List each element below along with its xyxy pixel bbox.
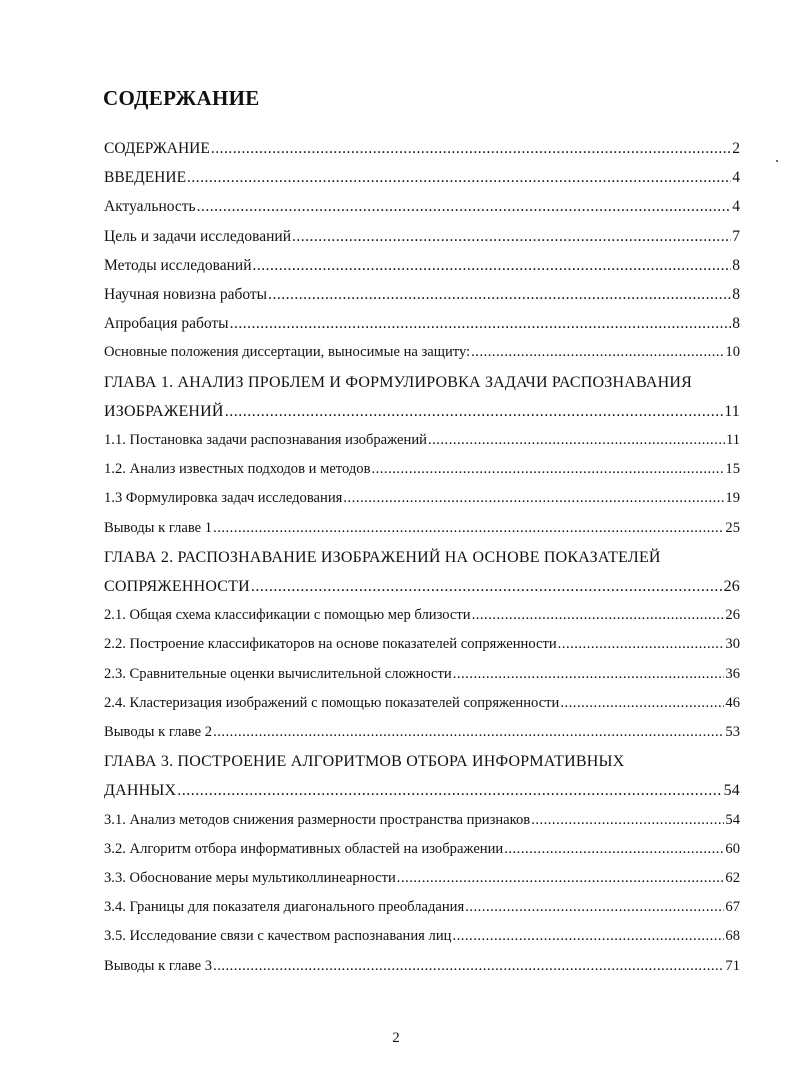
toc-entry-label: 2.4. Кластеризация изображений с помощью показателей сопряженности [104,694,560,711]
toc-entry[interactable] [104,309,740,338]
toc-entry[interactable] [104,952,740,981]
toc-entry[interactable] [104,455,740,484]
toc-entry-page: 71 [725,957,740,974]
dot-leader [197,192,732,221]
dot-leader [531,806,724,835]
toc-entry-page: 7 [732,227,740,245]
chapter-3-heading-tail: ДАННЫХ [104,782,177,800]
toc-entry[interactable] [104,514,740,543]
toc-entry-page: 19 [725,490,740,507]
toc-entry-page: 8 [732,256,740,274]
toc-entry[interactable] [104,426,740,455]
toc-entry-page: 60 [725,840,740,857]
dot-leader [472,601,725,630]
chapter-3-entry[interactable] [104,776,740,805]
dot-leader [397,864,725,893]
toc-entry[interactable] [104,835,740,864]
toc-entry[interactable] [104,806,740,835]
chapter-3-heading[interactable]: ГЛАВА 3. ПОСТРОЕНИЕ АЛГОРИТМОВ ОТБОРА ИНФОРМАТИВНЫХ [104,753,625,771]
toc-entry-page: 26 [723,578,740,596]
toc-entry[interactable] [104,484,740,513]
toc-entry[interactable] [104,630,740,659]
toc-entry[interactable] [104,222,740,251]
page-number: 2 [392,1030,400,1046]
toc-entry-label: Выводы к главе 1 [104,519,213,536]
chapter-1-entry[interactable] [104,397,740,426]
toc-entry[interactable] [104,192,740,221]
chapter-2-entry[interactable] [104,572,740,601]
toc-entry-label: Цель и задачи исследований [104,227,292,245]
toc-entry-page: 30 [725,636,740,653]
toc-entry[interactable] [104,893,740,922]
toc-entry-label: 3.5. Исследование связи с качеством распознавания лиц [104,928,452,945]
toc-entry-label: СОДЕРЖАНИЕ [104,140,210,157]
toc-entry-page: 4 [732,198,740,216]
dot-leader [371,455,724,484]
dot-leader [187,163,731,192]
dot-leader [213,718,724,747]
toc-entry-page: 68 [725,928,740,945]
toc-entry-page: 36 [725,665,740,682]
toc-entry[interactable] [104,922,740,951]
toc-entry-label: 3.1. Анализ методов снижения размерности пространства признаков [104,811,531,828]
dot-leader [230,309,732,338]
toc-entry-label: ВВЕДЕНИЕ [104,169,187,187]
toc-entry-label: 2.2. Построение классификаторов на основе показателей сопряженности [104,636,557,653]
toc-entry-label: 1.1. Постановка задачи распознавания изображений [104,432,427,449]
dot-leader [428,426,725,455]
toc-entry-label: 3.3. Обоснование меры мультиколлинеарности [104,870,396,887]
toc-entry-label: Научная новизна работы [104,286,268,304]
toc-entry-label: Выводы к главе 2 [104,724,213,741]
dot-leader [177,776,722,805]
toc-entry-label: Основные положения диссертации, выносимые на защиту: [104,344,471,361]
toc-entry-page: 62 [725,870,740,887]
dot-leader [213,952,724,981]
dot-leader [465,893,724,922]
dot-leader [213,514,724,543]
toc-entry-page: 8 [732,286,740,304]
toc-entry-label: 2.1. Общая схема классификации с помощью мер близости [104,607,471,624]
dot-leader [504,835,724,864]
toc-entry[interactable] [104,601,740,630]
dot-leader [471,338,724,367]
toc-entry-label: 1.3 Формулировка задач исследования [104,490,343,507]
toc-entry-page: 25 [725,519,740,536]
dot-leader [268,280,731,309]
toc-entry[interactable] [104,689,740,718]
dot-leader [558,630,725,659]
toc-entry-page: 11 [724,402,740,420]
toc-entry-page: 10 [725,344,740,361]
chapter-1-heading-tail: ИЗОБРАЖЕНИЙ [104,402,224,420]
toc-entry[interactable] [104,660,740,689]
toc-entry-label: 1.2. Анализ известных подходов и методов [104,461,371,478]
toc-entry[interactable] [104,251,740,280]
table-of-contents [104,134,740,981]
chapter-2-heading-tail: СОПРЯЖЕННОСТИ [104,578,250,596]
toc-entry[interactable] [104,163,740,192]
toc-entry-page: 54 [725,811,740,828]
toc-entry[interactable] [104,134,740,163]
toc-entry-page: 2 [732,140,740,157]
dot-leader [343,484,724,513]
toc-entry-label: Методы исследований [104,256,252,274]
toc-entry-page: 11 [725,432,740,449]
dot-leader [253,251,732,280]
toc-entry-page: 26 [725,607,740,624]
toc-entry-label: Актуальность [104,198,196,216]
toc-entry[interactable] [104,338,740,367]
scan-artifact [776,160,778,162]
dot-leader [452,922,724,951]
dot-leader [225,397,723,426]
toc-entry-page: 46 [725,694,740,711]
toc-entry-label: Выводы к главе 3 [104,957,213,974]
toc-entry-page: 54 [723,782,740,800]
toc-entry-label: 2.3. Сравнительные оценки вычислительной сложности [104,665,452,682]
toc-entry[interactable] [104,280,740,309]
toc-entry-page: 8 [732,315,740,333]
toc-entry-label: 3.4. Границы для показателя диагонального преобладания [104,899,465,916]
dot-leader [453,660,725,689]
dot-leader [292,222,731,251]
dot-leader [560,689,724,718]
toc-entry-label: 3.2. Алгоритм отбора информативных областей на изображении [104,840,504,857]
page-title: СОДЕРЖАНИЕ [103,86,260,110]
chapter-2-heading[interactable]: ГЛАВА 2. РАСПОЗНАВАНИЕ ИЗОБРАЖЕНИЙ НА ОСНОВЕ ПОКАЗАТЕЛЕЙ [104,548,661,566]
chapter-1-heading[interactable]: ГЛАВА 1. АНАЛИЗ ПРОБЛЕМ И ФОРМУЛИРОВКА ЗАДАЧИ РАСПОЗНАВАНИЯ [104,373,693,391]
toc-entry-page: 53 [725,724,740,741]
toc-entry-page: 4 [732,169,740,187]
dot-leader [251,572,723,601]
toc-entry-label: Апробация работы [104,315,229,333]
toc-entry-page: 15 [725,461,740,478]
dot-leader [211,134,731,163]
toc-entry-page: 67 [725,899,740,916]
toc-entry[interactable] [104,718,740,747]
toc-entry[interactable] [104,864,740,893]
